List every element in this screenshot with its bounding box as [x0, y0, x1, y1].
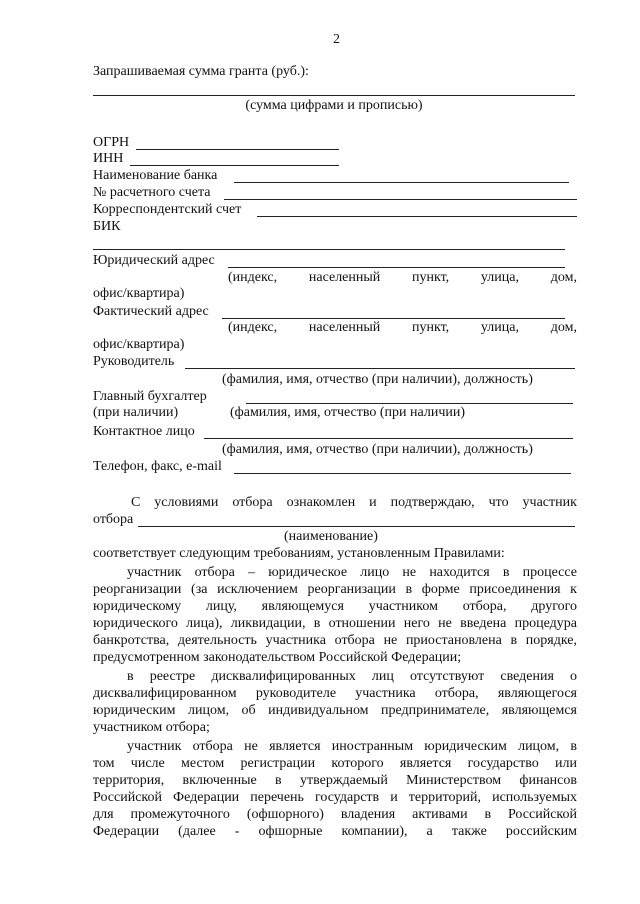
requirement-line: территория, включенные в утверждаемый Министерством финансов	[93, 773, 577, 788]
phone-label: Телефон, факс, e-mail	[93, 459, 222, 474]
declaration-word: и	[369, 495, 377, 510]
ogrn-label: ОГРН	[93, 135, 130, 150]
actual-address-hint-tail: офис/квартира)	[93, 337, 185, 352]
grant-amount-hint: (сумма цифрами и прописью)	[245, 98, 423, 113]
hint-word: населенный	[308, 320, 381, 335]
account-line	[224, 199, 577, 200]
legal-address-hint	[228, 270, 577, 286]
grant-amount-line	[93, 95, 575, 96]
contact-hint: (фамилия, имя, отчество (при наличии), должность)	[222, 442, 533, 457]
hint-word: (индекс,	[228, 270, 278, 285]
declaration-word: что	[488, 495, 509, 510]
hint-word: улица,	[480, 320, 519, 335]
requirement-2	[93, 668, 577, 736]
account-label: № расчетного счета	[93, 185, 211, 200]
bank-line	[234, 182, 569, 183]
legal-address-hint-tail: офис/квартира)	[93, 286, 185, 301]
participant-name-hint: (наименование)	[284, 529, 378, 544]
inn-line	[130, 165, 339, 166]
phone-line	[234, 473, 571, 474]
page-number: 2	[333, 32, 340, 47]
requirement-line: предусмотренном законодательством Российской Федерации;	[93, 650, 462, 665]
bik-line	[93, 249, 565, 250]
requirement-line: банкротства, деятельность участника отбора не приостановлена в порядке,	[93, 633, 577, 648]
requirement-line: участником отбора;	[93, 720, 210, 735]
head-hint: (фамилия, имя, отчество (при наличии), должность)	[222, 372, 533, 387]
requirement-line: в реестре дисквалифицированных лиц отсутствуют сведения о	[127, 669, 577, 684]
requirement-1	[93, 564, 577, 666]
hint-word: дом,	[550, 270, 577, 285]
declaration-word: С	[131, 495, 141, 510]
declaration-line1	[131, 495, 577, 511]
hint-word: дом,	[550, 320, 577, 335]
requirement-line: для промежуточного (офшорного) владения активами в Российской	[93, 807, 577, 822]
hint-word: пункт,	[412, 270, 450, 285]
contact-label: Контактное лицо	[93, 424, 195, 439]
requirement-line: Федерации (далее - офшорные компании), а также российским	[93, 824, 577, 839]
legal-address-line	[228, 267, 565, 268]
requirement-line: юридическим лицом, об индивидуальном предпринимателе, являющемся	[93, 703, 577, 718]
chief-accountant-line	[246, 403, 573, 404]
head-line	[185, 368, 575, 369]
declaration-word: ознакомлен	[286, 495, 356, 510]
requirement-line: участник отбора – юридическое лицо не находится в процессе	[127, 565, 577, 580]
hint-word: улица,	[480, 270, 519, 285]
declaration-line2: отбора	[93, 512, 134, 527]
declaration-word: условиями	[154, 495, 219, 510]
actual-address-hint	[228, 320, 577, 336]
declaration-word: участник	[522, 495, 577, 510]
chief-accountant-hint: (фамилия, имя, отчество (при наличии)	[230, 405, 466, 420]
corr-account-line	[257, 216, 577, 217]
participant-name-line	[138, 526, 575, 527]
requirement-line: юридического лица), ликвидации, в отношении него не введена процедура	[93, 616, 577, 631]
requirement-line: юридическому лицу, являющемуся участником отбора, другого	[93, 599, 577, 614]
declaration-word: подтверждаю,	[390, 495, 475, 510]
hint-word: населенный	[308, 270, 381, 285]
requirement-line: участник отбора не является иностранным юридическим лицом, в	[127, 739, 577, 754]
ogrn-line	[136, 149, 339, 150]
bank-label: Наименование банка	[93, 168, 218, 183]
requirement-line: реорганизации (за исключением реорганизации в форме присоединения к	[93, 582, 577, 597]
grant-amount-label: Запрашиваемая сумма гранта (руб.):	[93, 64, 309, 79]
corr-account-label: Корреспондентский счет	[93, 202, 242, 217]
bik-label: БИК	[93, 219, 121, 234]
legal-address-label: Юридический адрес	[93, 253, 215, 268]
hint-word: (индекс,	[228, 320, 278, 335]
requirement-line: Российской Федерации перечень государств и территорий, используемых	[93, 790, 577, 805]
declaration-line3: соответствует следующим требованиям, установленным Правилами:	[93, 546, 505, 561]
chief-accountant-if-any: (при наличии)	[93, 405, 179, 420]
actual-address-label: Фактический адрес	[93, 304, 209, 319]
chief-accountant-label: Главный бухгалтер	[93, 389, 207, 404]
head-label: Руководитель	[93, 354, 175, 369]
declaration-word: отбора	[232, 495, 273, 510]
requirement-line: том числе местом регистрации которого является государство или	[93, 756, 577, 771]
actual-address-line	[222, 318, 565, 319]
requirement-3	[93, 738, 577, 840]
requirement-line: дисквалифицированном руководителе участника отбора, являющегося	[93, 686, 577, 701]
contact-line	[204, 438, 573, 439]
inn-label: ИНН	[93, 151, 124, 166]
hint-word: пункт,	[412, 320, 450, 335]
